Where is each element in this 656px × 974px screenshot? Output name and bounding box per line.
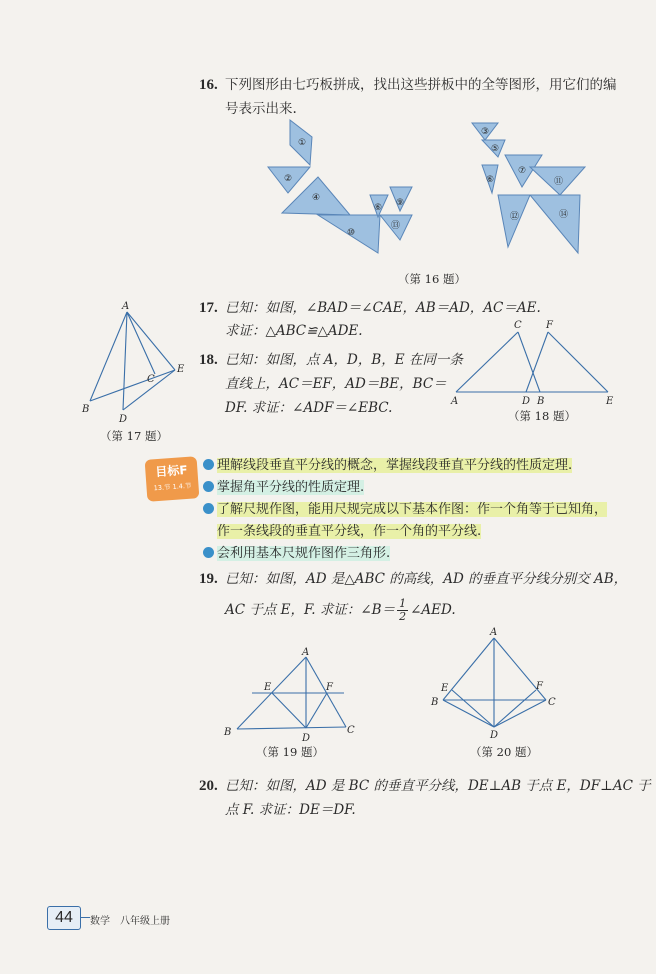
tangram-label-12: ⑫: [510, 212, 520, 222]
fig19-point-F: F: [326, 682, 333, 693]
problem-16-text-line2: 号表示出来.: [225, 101, 297, 117]
fraction-one-half: $\frac{1}{2}$: [399, 597, 407, 623]
tangram-label-6a: ⑥: [374, 203, 383, 213]
problem-17-caption: （第 17 题）: [100, 429, 168, 443]
problem-18-text-line3: DF. 求证：∠ADF＝∠EBC.: [225, 400, 393, 416]
page-number: 44: [55, 909, 73, 926]
fig20-point-E: E: [441, 683, 449, 694]
fig20-point-B: B: [431, 697, 439, 708]
tangram-label-3: ③: [481, 127, 490, 137]
problem-20-text-line1: 已知：如图，AD 是 BC 的垂直平分线，DE⊥AB 于点 E，DF⊥AC 于: [225, 778, 651, 794]
tangram-label-5: ⑤: [491, 144, 500, 154]
tangram-label-11: ⑪: [554, 177, 564, 187]
fig17-point-B: B: [82, 404, 90, 415]
problem-16-number: 16.: [199, 77, 218, 93]
fig18-point-E: E: [606, 396, 614, 407]
fig20-point-A: A: [490, 627, 498, 638]
fig18-point-F: F: [546, 320, 553, 331]
tangram-label-2: ②: [284, 174, 293, 184]
footer-connector: [80, 917, 90, 918]
tangram-piece-14: [530, 195, 580, 253]
problem-17-text-line2: 求证：△ABC≌△ADE.: [225, 323, 363, 339]
fig18-point-D: D: [522, 396, 531, 407]
problem-20-caption: （第 20 题）: [470, 745, 538, 759]
problem-20-text-line2: 点 F. 求证：DE＝DF.: [225, 802, 356, 818]
fig19-point-E: E: [264, 682, 272, 693]
fig17-point-D: D: [119, 414, 128, 425]
fig19-point-C: C: [347, 725, 355, 736]
fig18-point-B: B: [537, 396, 545, 407]
problem-17-number: 17.: [199, 300, 218, 316]
goal-item-3-cont: 作一条线段的垂直平分线，作一个角的平分线.: [217, 524, 482, 539]
goal-badge-sub: 13.节 1.4.节: [153, 481, 192, 493]
fig17-point-A: A: [122, 301, 130, 312]
tangram-label-10: ⑩: [347, 228, 356, 238]
tangram-label-6: ⑥: [486, 175, 495, 185]
problem-18-text-line1: 已知：如图，点 A，D，B，E 在同一条: [225, 352, 463, 368]
fig20-point-C: C: [548, 697, 556, 708]
fig19-point-A: A: [302, 647, 310, 658]
problem-16-caption: （第 16 题）: [398, 272, 466, 286]
figure-18: [448, 316, 623, 408]
problem-19-number: 19.: [199, 571, 218, 587]
bullet-dot-icon: [203, 547, 214, 558]
fig17-point-E: E: [177, 364, 185, 375]
goal-badge-title: 目标F: [154, 462, 188, 480]
tangram-label-1: ①: [298, 138, 307, 148]
problem-18-text-line2: 直线上，AC＝EF，AD＝BE，BC＝: [225, 376, 447, 392]
bullet-dot-icon: [203, 481, 214, 492]
problem-18-number: 18.: [199, 352, 218, 368]
problem-17-text-line1: 已知：如图，∠BAD＝∠CAE，AB＝AD，AC＝AE.: [225, 300, 541, 316]
problem-18-caption: （第 18 题）: [508, 409, 576, 423]
tangram-label-14: ⑭: [559, 210, 569, 220]
fig19-point-D: D: [302, 733, 311, 744]
problem-16-text-line1: 下列图形由七巧板拼成，找出这些拼板中的全等图形，用它们的编: [225, 77, 617, 93]
problem-19-text-line1: 已知：如图，AD 是△ABC 的高线，AD 的垂直平分线分别交 AB，: [225, 571, 628, 587]
fig20-point-F: F: [536, 681, 543, 692]
fig20-point-D: D: [490, 730, 499, 741]
tangram-label-4: ④: [312, 193, 321, 203]
fig17-point-C: C: [147, 374, 155, 385]
goal-item-2: 掌握角平分线的性质定理.: [203, 477, 364, 499]
tangram-label-9: ⑨: [396, 198, 405, 208]
problem-19-caption: （第 19 题）: [256, 745, 324, 759]
tangram-figure: [260, 115, 590, 275]
fig19-point-B: B: [224, 727, 232, 738]
tangram-label-7: ⑦: [518, 166, 527, 176]
tangram-label-13: ⑬: [391, 221, 401, 231]
goal-item-4: 会利用基本尺规作图作三角形.: [203, 543, 390, 565]
goal-item-1: 理解线段垂直平分线的概念，掌握线段垂直平分线的性质定理.: [203, 455, 572, 477]
figure-17: [75, 298, 195, 428]
figure-19: [222, 645, 362, 745]
problem-20-number: 20.: [199, 778, 218, 794]
bullet-dot-icon: [203, 503, 214, 514]
problem-19-text-line2: AC 于点 E，F. 求证：∠B＝ $\frac{1}{2}$ ∠AED.: [225, 597, 456, 623]
fig18-point-C: C: [514, 320, 522, 331]
goal-item-3: 了解尺规作图，能用尺规完成以下基本作图：作一个角等于已知角，: [203, 499, 607, 521]
page-number-box: [47, 906, 81, 930]
goal-badge: [145, 456, 200, 502]
fig18-point-A: A: [451, 396, 459, 407]
bullet-dot-icon: [203, 459, 214, 470]
book-title: 数学 八年级上册: [90, 916, 170, 927]
figure-20: [428, 622, 568, 742]
